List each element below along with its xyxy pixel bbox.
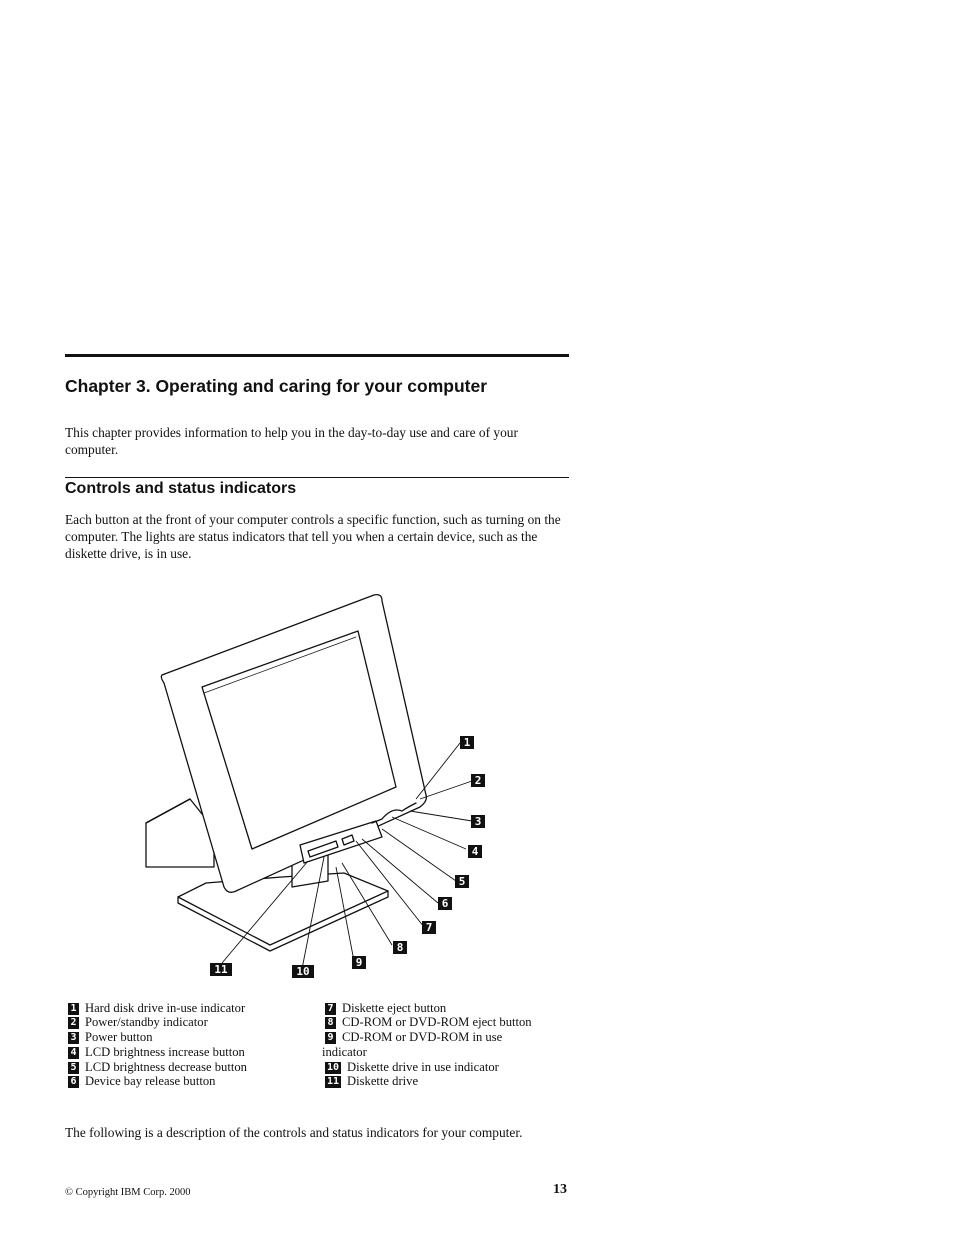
callout-10 [292,965,314,978]
callout-1 [460,736,474,749]
callout-label: 1 [463,736,471,749]
chapter-title: Chapter 3. Operating and caring for your computer [65,376,488,396]
callout-4 [468,845,482,858]
callout-label: 5 [458,875,466,888]
legend-text: Device bay release button [85,1074,216,1088]
legend-item [68,1060,247,1074]
section-rule [65,477,569,478]
legend-number: 5 [68,1062,79,1074]
intro-paragraph: This chapter provides information to help you in the day-to-day use and care of your computer. [65,425,518,457]
callout-label: 10 [296,965,310,978]
legend-text: Hard disk drive in-use indicator [85,1001,246,1015]
copyright-notice: © Copyright IBM Corp. 2000 [65,1187,191,1198]
legend-number: 4 [68,1047,79,1059]
legend-item [68,1001,245,1015]
legend-text: Diskette drive [347,1074,419,1088]
legend-item [325,1001,446,1015]
legend-item [68,1030,153,1044]
stand-foot [178,873,388,945]
callout-3 [471,815,485,828]
computer-front-illustration [130,585,500,985]
callout-8 [393,941,407,954]
legend-item [325,1060,499,1074]
legend-text: Power button [85,1030,153,1044]
callout-9 [352,956,366,969]
legend-item [68,1015,208,1029]
legend-item [325,1074,418,1088]
legend-continuation: indicator [322,1045,367,1059]
section-title: Controls and status indicators [65,480,297,497]
callout-2 [471,774,485,787]
legend-item [325,1030,502,1044]
callout-11 [210,963,232,976]
legend-number: 8 [325,1017,336,1029]
legend-number: 6 [68,1076,79,1088]
legend-text: Diskette eject button [342,1001,447,1015]
legend-number: 11 [327,1076,340,1087]
callout-label: 8 [396,941,404,954]
callout-label: 3 [474,815,482,828]
legend-text: LCD brightness increase button [85,1045,245,1059]
legend-text: LCD brightness decrease button [85,1060,247,1074]
legend-number: 9 [325,1032,336,1044]
legend-number: 1 [68,1003,79,1015]
callout-label: 11 [214,963,228,976]
legend-number: 10 [327,1062,340,1073]
legend-number: 2 [68,1017,79,1029]
legend-text: Power/standby indicator [85,1015,208,1029]
legend-item [325,1015,532,1029]
legend-text: CD-ROM or DVD-ROM eject button [342,1015,532,1029]
legend-text: CD-ROM or DVD-ROM in use [342,1030,503,1044]
callout-7 [422,921,436,934]
legend-item [68,1045,245,1059]
section-paragraph: Each button at the front of your computer controls a specific function, such as turning on the computer. The lights are status indicators that tell you when a certain device, such as the diskette drive, is in use. [65,512,561,561]
callout-6 [438,897,452,910]
legend-number: 7 [325,1003,336,1015]
legend-text: Diskette drive in use indicator [347,1060,499,1074]
chapter-rule [65,354,569,357]
callout-label: 9 [355,956,363,969]
legend-number: 3 [68,1032,79,1044]
legend-item [68,1074,215,1088]
callout-5 [455,875,469,888]
page-number: 13 [553,1182,567,1197]
monitor-bezel [161,595,426,893]
closing-paragraph: The following is a description of the controls and status indicators for your computer. [65,1125,523,1140]
callout-label: 2 [474,774,482,787]
callout-label: 4 [471,845,479,858]
callout-label: 7 [425,921,433,934]
callout-label: 6 [441,897,449,910]
